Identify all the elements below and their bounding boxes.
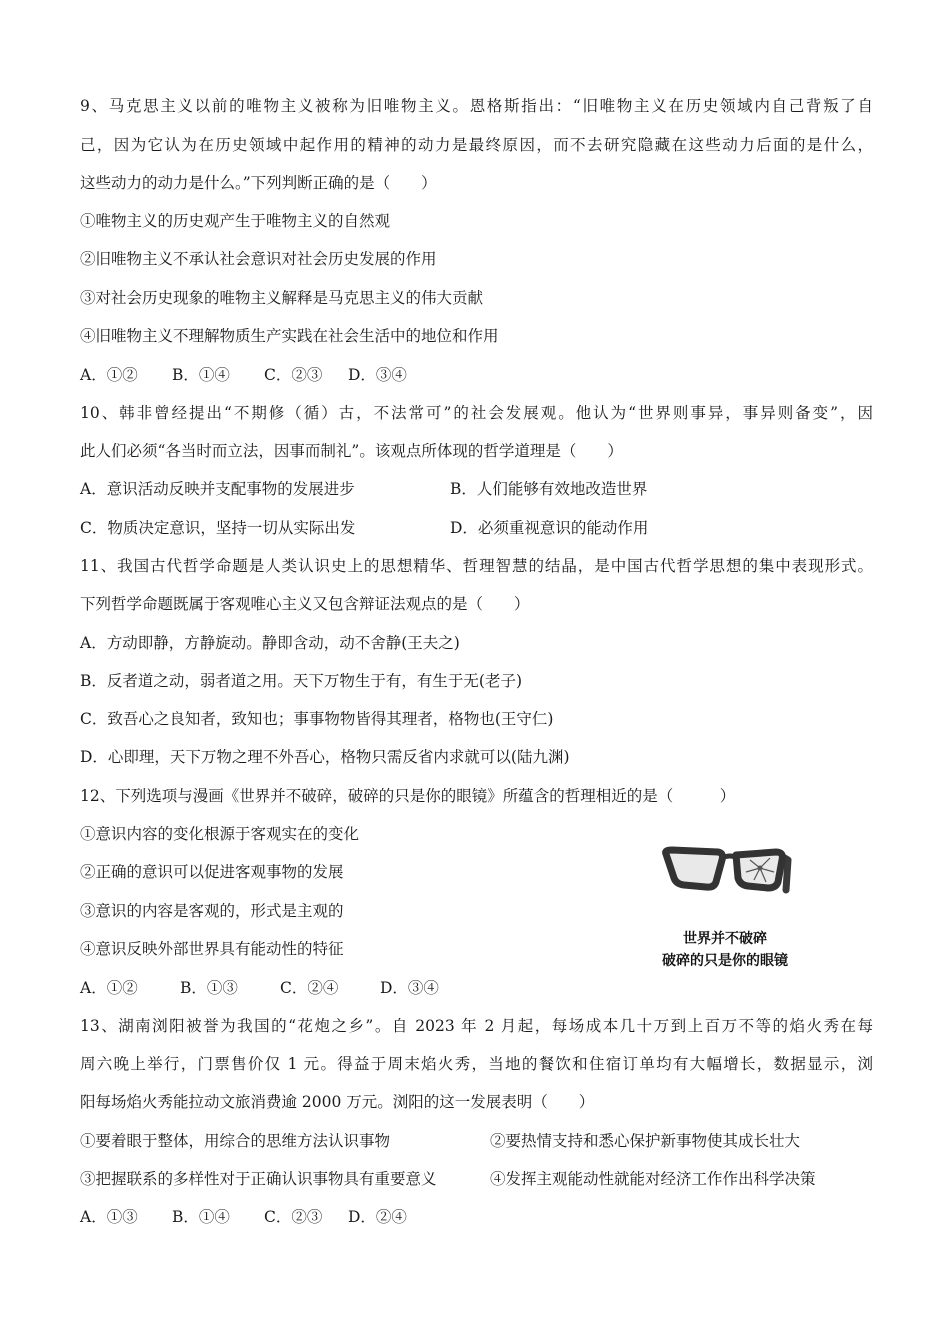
q11-stem-line-1: 11、我国古代哲学命题是人类认识史上的思想精华、哲理智慧的结晶，是中国古代哲学思想的集中表现形式。 (80, 557, 873, 575)
q13-item-2: ②要热情支持和悉心保护新事物使其成长壮大 (490, 1132, 801, 1150)
q13-stem-line-2: 周六晚上举行，门票售价仅 1 元。得益于周末焰火秀，当地的餐饮和住宿订单均有大幅增长，数据显示，浏 (80, 1055, 873, 1073)
q13-option-b: B．①④ (172, 1208, 230, 1226)
cartoon-caption-line-1: 世界并不破碎 (683, 931, 767, 947)
q10-stem-line-2: 此人们必须“各当时而立法，因事而制礼”。该观点所体现的哲学道理是（ ） (80, 442, 623, 460)
q11-option-c: C．致吾心之良知者，致知也；事事物物皆得其理者，格物也(王守仁) (80, 710, 554, 728)
q11-option-d: D．心即理，天下万物之理不外吾心，格物只需反省内求就可以(陆九渊) (80, 748, 570, 766)
q13-option-a: A．①③ (80, 1208, 138, 1226)
q10-option-b: B．人们能够有效地改造世界 (450, 480, 648, 498)
q12-option-a: A．①② (80, 979, 138, 997)
q9-item-3: ③对社会历史现象的唯物主义解释是马克思主义的伟大贡献 (80, 289, 484, 307)
q9-option-c: C．②③ (264, 366, 323, 384)
q12-option-b: B．①③ (180, 979, 238, 997)
q12-item-1: ①意识内容的变化根源于客观实在的变化 (80, 825, 360, 843)
q10-option-c: C．物质决定意识，坚持一切从实际出发 (80, 519, 356, 537)
q11-option-a: A．方动即静，方静旋动。静即含动，动不舍静(王夫之) (80, 634, 460, 652)
q9-item-4: ④旧唯物主义不理解物质生产实践在社会生活中的地位和作用 (80, 327, 499, 345)
q13-stem-line-1: 13、湖南浏阳被誉为我国的“花炮之乡”。自 2023 年 2 月起，每场成本几十万到上百万不等的焰火秀在每 (80, 1017, 873, 1035)
q9-item-2: ②旧唯物主义不承认社会意识对社会历史发展的作用 (80, 250, 437, 268)
q13-option-d: D．②④ (348, 1208, 407, 1226)
q9-stem-line-2: 己，因为它认为在历史领域中起作用的精神的动力是最终原因，而不去研究隐藏在这些动力后面的是什么， (80, 136, 873, 154)
q9-option-a: A．①② (80, 366, 138, 384)
broken-glasses-cartoon (650, 838, 800, 978)
q12-option-c: C．②④ (280, 979, 339, 997)
q9-item-1: ①唯物主义的历史观产生于唯物主义的自然观 (80, 212, 391, 230)
q12-item-4: ④意识反映外部世界具有能动性的特征 (80, 940, 344, 958)
q9-option-b: B．①④ (172, 366, 230, 384)
q12-item-3: ③意识的内容是客观的，形式是主观的 (80, 902, 344, 920)
q10-option-a: A．意识活动反映并支配事物的发展进步 (80, 480, 355, 498)
q9-stem-line-1: 9、马克思主义以前的唯物主义被称为旧唯物主义。恩格斯指出：“旧唯物主义在历史领域内自己背叛了自 (80, 97, 873, 115)
q13-item-1: ①要着眼于整体，用综合的思维方法认识事物 (80, 1132, 391, 1150)
broken-glasses-icon (650, 838, 800, 928)
q13-item-4: ④发挥主观能动性就能对经济工作作出科学决策 (490, 1170, 816, 1188)
q13-stem-line-3: 阳每场焰火秀能拉动文旅消费逾 2000 万元。浏阳的这一发展表明（ ） (80, 1093, 595, 1111)
q12-stem: 12、下列选项与漫画《世界并不破碎，破碎的只是你的眼镜》所蕴含的哲理相近的是（ ） (80, 787, 736, 805)
cartoon-caption-line-2: 破碎的只是你的眼镜 (662, 953, 788, 969)
q13-item-3: ③把握联系的多样性对于正确认识事物具有重要意义 (80, 1170, 437, 1188)
q12-option-d: D．③④ (380, 979, 439, 997)
q11-stem-line-2: 下列哲学命题既属于客观唯心主义又包含辩证法观点的是（ ） (80, 595, 530, 613)
q9-option-d: D．③④ (348, 366, 407, 384)
q13-option-c: C．②③ (264, 1208, 323, 1226)
q11-option-b: B．反者道之动，弱者道之用。天下万物生于有，有生于无(老子) (80, 672, 522, 690)
q10-stem-line-1: 10、韩非曾经提出“不期修（循）古，不法常可”的社会发展观。他认为“世界则事异，事异则备变”，因 (80, 404, 873, 422)
q9-stem-line-3: 这些动力的动力是什么。”下列判断正确的是（ ） (80, 174, 437, 192)
q12-item-2: ②正确的意识可以促进客观事物的发展 (80, 863, 344, 881)
q10-option-d: D．必须重视意识的能动作用 (450, 519, 649, 537)
